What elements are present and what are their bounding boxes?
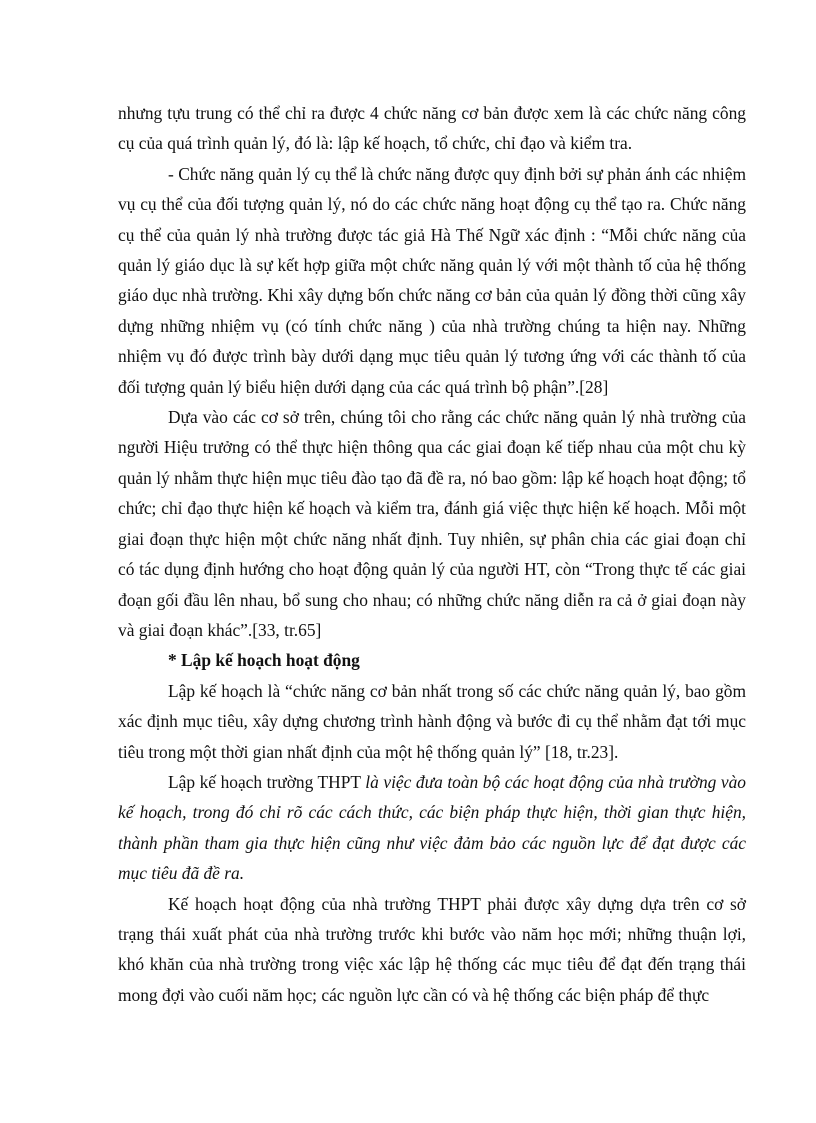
paragraph-specific-function: - Chức năng quản lý cụ thể là chức năng được quy định bởi sự phản ánh các nhiệm vụ cụ thể của đối tượng quản lý, nó do các chức năng hoạt động cụ thể tạo ra. Chức năng cụ thể của quản lý nhà trường được tác giả Hà Thế Ngữ xác định : “Mỗi chức năng của quản lý giáo dục là sự kết hợp giữa một chức năng quản lý với một thành tố của hệ thống giáo dục nhà trường. Khi xây dựng bốn chức năng cơ bản của quản lý đồng thời cũng xây dựng những nhiệm vụ (có tính chức năng ) của nhà trường chúng ta hiện nay. Những nhiệm vụ đó được trình bày dưới dạng mục tiêu quản lý tương ứng với các thành tố của đối tượng quản lý biểu hiện dưới dạng của các quá trình bộ phận”.[28]	[118, 163, 746, 397]
paragraph-school-planning	[118, 767, 746, 889]
paragraph-activity-plan: Kế hoạch hoạt động của nhà trường THPT phải được xây dựng dựa trên cơ sở trạng thái xuất phát của nhà trường trước khi bước vào năm học mới; những thuận lợi, khó khăn của nhà trường trong việc xác lập hệ thống các mục tiêu để đạt đến trạng thái mong đợi vào cuối năm học; các nguồn lực cần có và hệ thống các biện pháp để thực	[118, 893, 746, 1005]
paragraph-continuation: nhưng tựu trung có thể chỉ ra được 4 chức năng cơ bản được xem là các chức năng công cụ của quá trình quản lý, đó là: lập kế hoạch, tổ chức, chỉ đạo và kiểm tra.	[118, 103, 746, 154]
paragraph-school-planning-italic: là việc đưa toàn bộ các hoạt động của nhà trường vào kế hoạch, trong đó chỉ rõ các cách thức, các biện pháp thực hiện, thời gian thực hiện, thành phần tham gia thực hiện cũng như việc đảm bảo các nguồn lực để đạt được các mục tiêu đã đề ra.	[118, 771, 747, 884]
paragraph-school-planning-lead: Lập kế hoạch trường THPT	[168, 771, 366, 792]
section-heading: * Lập kế hoạch hoạt động	[168, 650, 360, 671]
paragraph-planning-definition: Lập kế hoạch là “chức năng cơ bản nhất trong số các chức năng quản lý, bao gồm xác định mục tiêu, xây dựng chương trình hành động và bước đi cụ thể nhằm đạt tới mục tiêu trong một thời gian nhất định của một hệ thống quản lý” [18, tr.23].	[118, 680, 746, 762]
document-page	[118, 98, 746, 1010]
paragraph-management-cycle: Dựa vào các cơ sở trên, chúng tôi cho rằng các chức năng quản lý nhà trường của người Hiệu trưởng có thể thực hiện thông qua các giai đoạn kế tiếp nhau của một chu kỳ quản lý nhằm thực hiện mục tiêu đào tạo đã đề ra, nó bao gồm: lập kế hoạch hoạt động; tổ chức; chỉ đạo thực hiện kế hoạch và kiểm tra, đánh giá việc thực hiện kế hoạch. Mỗi một giai đoạn thực hiện một chức năng nhất định. Tuy nhiên, sự phân chia các giai đoạn chỉ có tác dụng định hướng cho hoạt động quản lý của người HT, còn “Trong thực tế các giai đoạn gối đầu lên nhau, bổ sung cho nhau; có những chức năng diễn ra cả ở giai đoạn này và giai đoạn khác”.[33, tr.65]	[118, 407, 746, 640]
